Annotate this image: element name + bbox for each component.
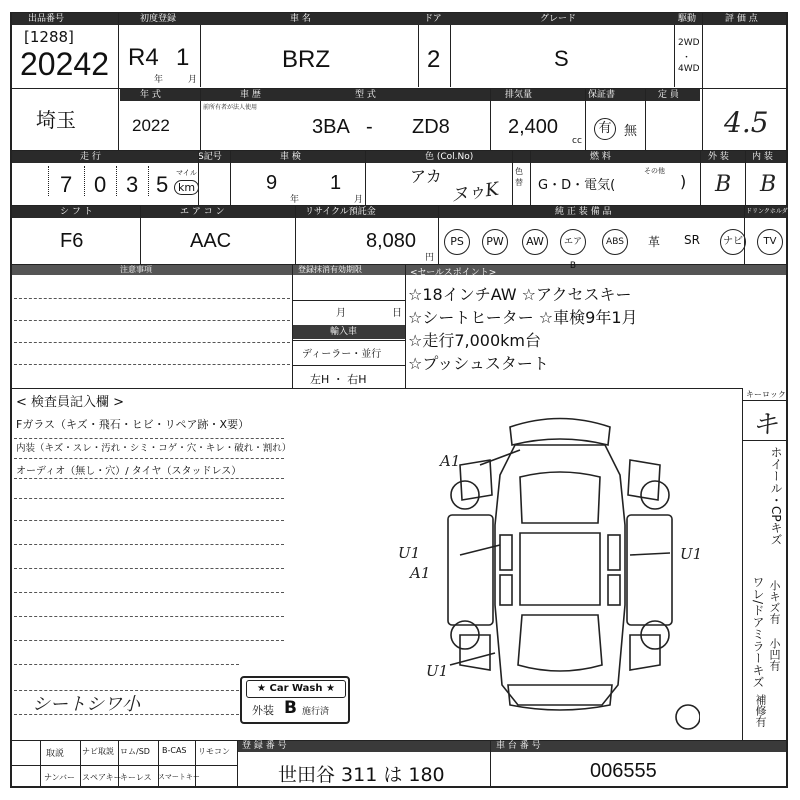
hdr-shamei: 車 名: [290, 14, 311, 24]
equip-navi: ナビ: [720, 229, 746, 255]
hdr-shiro: S記号: [198, 152, 222, 162]
inspection-month: 1: [330, 172, 342, 194]
mileage-digit-1: 7: [60, 172, 73, 197]
equip-ps: PS: [444, 229, 470, 255]
exterior-grade: B: [715, 172, 732, 197]
hdr-katashiki: 型 式: [355, 90, 376, 100]
inspector-interior: 内装（キズ・スレ・汚れ・シミ・コゲ・穴・キレ・破れ・割れ）: [16, 443, 292, 454]
hdr-aircon: エ ア コ ン: [180, 207, 225, 217]
model-dash: -: [366, 116, 373, 138]
equip-pw: PW: [482, 229, 508, 255]
hdr-recycle: リサイクル預託金: [305, 207, 376, 217]
sales-point: ☆シートヒーター ☆車検9年1月: [408, 308, 638, 327]
mileage-mile-label: マイル: [176, 169, 197, 177]
bottom-item-keyless: キーレス: [120, 773, 152, 782]
hdr-nenryo: 燃 料: [590, 152, 611, 162]
drive-2wd: 2WD: [678, 38, 700, 48]
registration-nen: 年: [154, 75, 164, 85]
side-note-3: 小キズ有: [768, 580, 781, 624]
bottom-item-rom: ロム/SD: [120, 747, 150, 756]
inspection-tsuki: 月: [354, 195, 364, 205]
import-steering: 左H ・ 右H: [310, 373, 367, 386]
side-note-5: 補修有: [754, 694, 767, 727]
row1-header: [12, 13, 786, 25]
equip-tv: TV: [757, 229, 783, 255]
hdr-shodo: 初度登録: [140, 14, 177, 24]
fuel-other: その他: [644, 167, 665, 175]
hdr-soko: 走 行: [80, 152, 101, 162]
side-note-2: ワレ/ドアミラーキズ: [751, 576, 765, 689]
car-diagram: [420, 405, 703, 735]
color-handwritten: ヌゥK: [448, 178, 501, 207]
car-wash-grade: B: [284, 698, 297, 718]
displacement-unit: cc: [572, 136, 582, 146]
damage-mark-2: U1: [398, 544, 421, 562]
car-grade: S: [554, 46, 569, 71]
displacement-value: 2,400: [508, 116, 559, 138]
hdr-grade: グレード: [540, 14, 577, 24]
recycle-unit: 円: [425, 253, 435, 263]
row3-header: [12, 151, 786, 163]
hdr-gaiso: 外 装: [708, 152, 729, 162]
equip-sunroof: SR: [684, 233, 700, 247]
warranty-no: 無: [624, 124, 638, 139]
hdr-shaken: 車 検: [280, 152, 301, 162]
bottom-item-smartkey: スマートキー: [158, 773, 200, 781]
equip-airbag: エアB: [560, 229, 586, 255]
car-wash-title: ★ Car Wash ★: [246, 680, 346, 698]
inspector-title: < 検査員記入欄 >: [16, 395, 125, 410]
keylock-label: キーロック: [746, 390, 786, 399]
hdr-shadai: 車 歴: [240, 90, 261, 100]
car-wash-stamp: [240, 676, 350, 724]
car-wash-label: 外装: [252, 704, 274, 717]
hdr-color: 色 (Col.No): [425, 152, 474, 162]
sales-point: ☆プッシュスタート: [408, 354, 549, 373]
bottom-item-bcas: B-CAS: [162, 746, 187, 755]
plate-number: 世田谷 311 は 180: [278, 764, 445, 786]
bottom-item-remocon: リモコン: [198, 747, 230, 756]
hdr-toroku: 登録抹消有効期限: [298, 265, 362, 274]
lot-number: 20242: [20, 46, 109, 82]
mileage-digit-4: 5: [156, 172, 169, 197]
aircon: AAC: [190, 230, 232, 252]
side-note-1: ホイール・CPキズ: [769, 446, 783, 546]
hdr-haiki: 排気量: [505, 90, 533, 100]
model-code: ZD8: [412, 116, 450, 138]
inspection-nen: 年: [290, 195, 300, 205]
hdr-hyouka: 評 価 点: [725, 14, 758, 24]
color-paint-label: 色替: [515, 167, 523, 187]
damage-mark-5: U1: [426, 662, 449, 680]
row4-header: [12, 206, 786, 218]
registration-month: 1: [176, 44, 190, 71]
side-note-4: 小凹有: [768, 638, 781, 671]
fuel-close: ): [680, 172, 687, 191]
score: 4.5: [724, 106, 769, 139]
hdr-door: ドア: [424, 14, 442, 24]
sales-point: ☆走行7,000km台: [408, 331, 542, 350]
shift: F6: [60, 230, 84, 252]
sales-point: ☆18インチAW ☆アクセスキー: [408, 285, 632, 304]
model-prefix: 3BA: [312, 116, 350, 138]
hdr-hosho: 保証書: [588, 90, 616, 100]
hdr-naiso: 内 装: [752, 152, 773, 162]
expiry-month: 月: [336, 308, 346, 319]
bottom-item-number: ナンバー: [44, 773, 76, 782]
keylock-value: キ: [752, 410, 779, 440]
damage-mark-3: A1: [410, 564, 431, 582]
drive-dot: ・: [682, 53, 692, 63]
equip-aw: AW: [522, 229, 548, 255]
interior-grade: B: [760, 172, 777, 197]
drive-4wd: 4WD: [678, 64, 700, 74]
hdr-shadaibango: 車 台 番 号: [496, 741, 541, 751]
hdr-yunyu: 輸入車: [330, 327, 358, 337]
registration-tsuki: 月: [188, 75, 198, 85]
hdr-junsei: 純 正 装 備 品: [555, 207, 612, 217]
bottom-item-torisetsu: 取説: [46, 749, 65, 759]
mileage-digit-3: 3: [126, 172, 139, 197]
hdr-nenshiki: 年 式: [140, 90, 161, 100]
fuel-options: G・D・電気(: [538, 178, 616, 193]
hdr-chuui: 注意事項: [120, 265, 152, 274]
damage-mark-4: U1: [680, 545, 703, 563]
history-note: 前所有者が法人使用: [203, 104, 258, 111]
car-name: BRZ: [282, 46, 330, 73]
inspector-glass: Fガラス（キズ・飛石・ヒビ・リペア跡・X要）: [16, 418, 250, 431]
warranty-yes: 有: [594, 118, 616, 140]
registration-era-year: R4: [128, 44, 159, 71]
inspection-year: 9: [266, 172, 278, 194]
color-name: アカ: [410, 167, 442, 186]
chassis-number: 006555: [590, 760, 657, 782]
damage-mark-1: A1: [440, 452, 461, 470]
recycle-value: 8,080: [366, 230, 417, 252]
inspector-note: シートシワ小: [32, 694, 140, 715]
prefecture: 埼玉: [36, 108, 76, 132]
mileage-digit-2: 0: [94, 172, 107, 197]
bottom-item-navi: ナビ取説: [82, 747, 114, 756]
hdr-kyoyou: ドリンクホルダー: [746, 208, 794, 215]
car-doors: 2: [427, 46, 441, 73]
sales-points: [408, 283, 638, 375]
hdr-tourokubango: 登 録 番 号: [242, 741, 287, 751]
equip-abs: ABS: [602, 229, 628, 255]
car-wash-done: 施行済: [302, 707, 330, 717]
hdr-shift: シ フ ト: [60, 207, 93, 217]
hdr-sales: <セールスポイント>: [410, 268, 497, 278]
hdr-kudou: 駆動: [678, 14, 697, 24]
import-dealer: ディーラー・並行: [302, 349, 382, 360]
mileage-km-label: km: [174, 180, 199, 195]
hdr-shuppin: 出品番号: [28, 14, 65, 24]
hdr-teiin: 定 員: [658, 90, 679, 100]
equip-leather: 革: [648, 235, 661, 249]
bottom-item-spare: スペアキー: [82, 773, 122, 782]
inspector-audio: オーディオ（無し・穴）/ タイヤ（スタッドレス）: [16, 466, 242, 477]
lot-code: [1288]: [24, 28, 74, 46]
model-year: 2022: [132, 116, 170, 135]
expiry-day: 日: [392, 308, 402, 319]
